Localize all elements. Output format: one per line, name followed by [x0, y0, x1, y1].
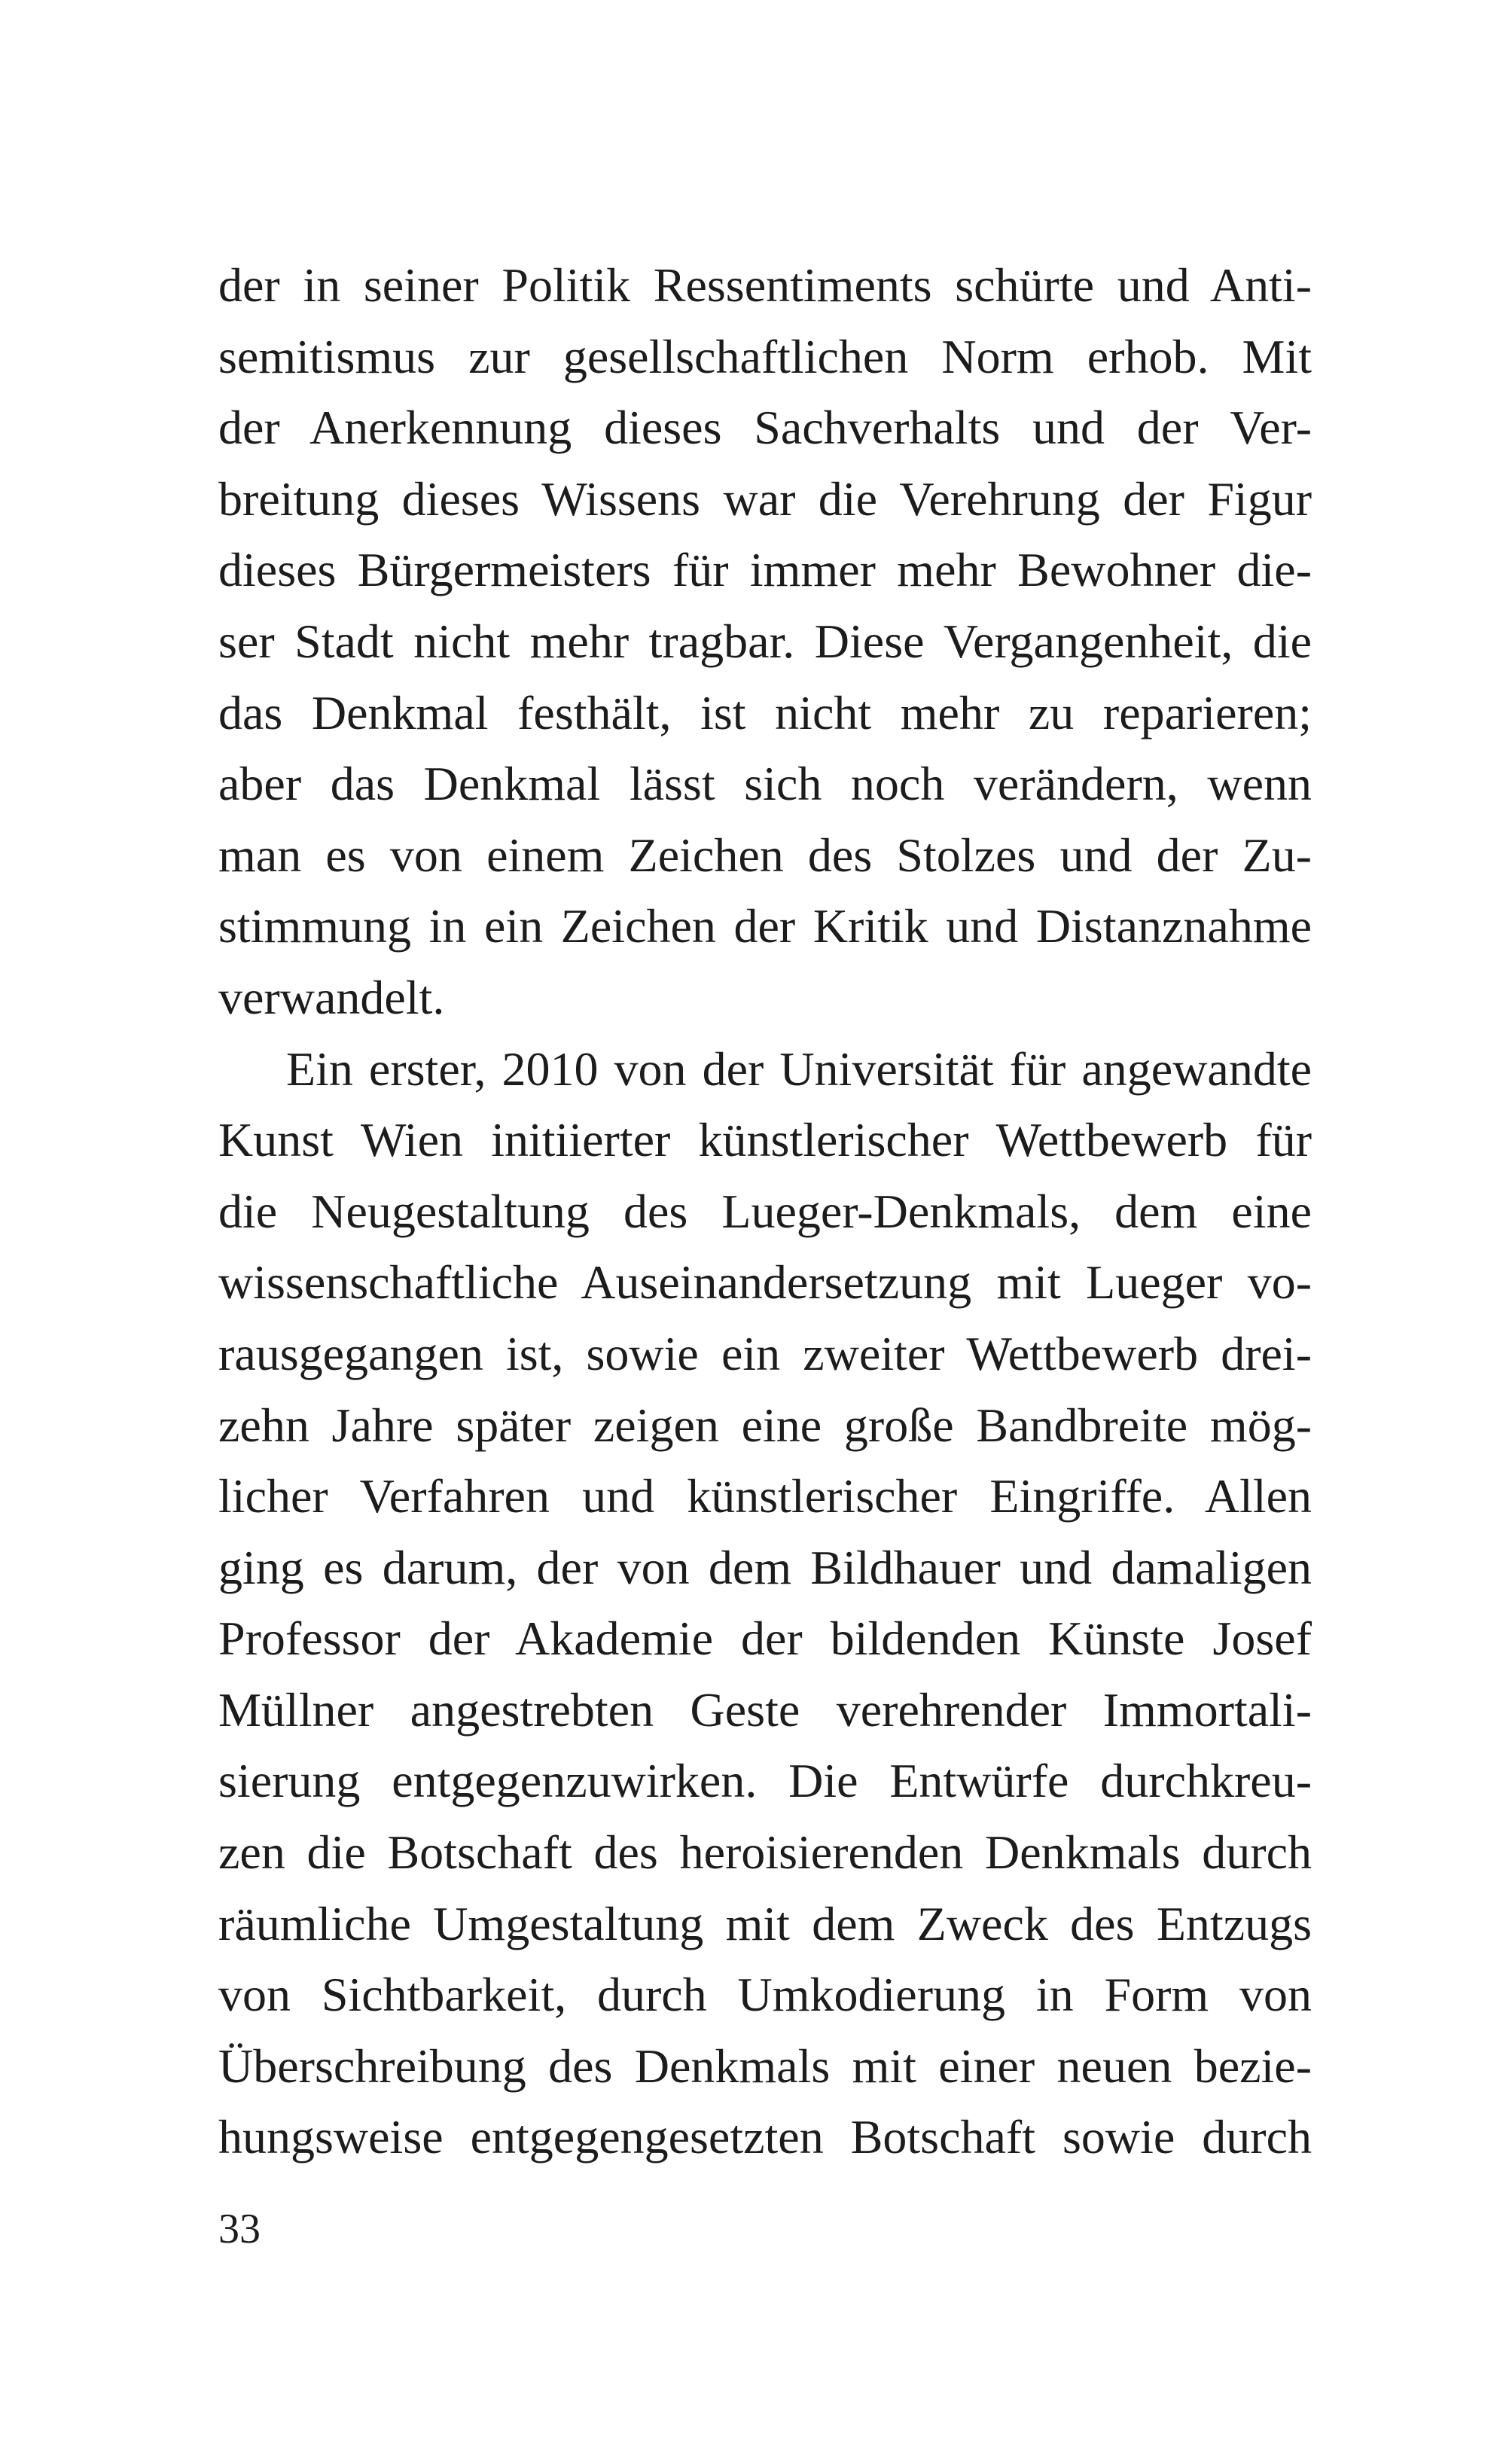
- text-line: aber das Denkmal lässt sich noch verändern, wenn: [218, 757, 1312, 811]
- text-line: die Neugestaltung des Lueger-Denkmals, dem eine: [218, 1184, 1312, 1238]
- text-line: zen die Botschaft des heroisierenden Denkmals durch: [218, 1825, 1312, 1880]
- text-line: stimmung in ein Zeichen der Kritik und Distanznahme: [218, 899, 1312, 953]
- text-line: der Anerkennung dieses Sachverhalts und der Ver-: [218, 401, 1312, 455]
- text-line: licher Verfahren und künstlerischer Eingriffe. Allen: [218, 1469, 1312, 1523]
- paragraph-2: [218, 1034, 1312, 2174]
- text-line: der in seiner Politik Ressentiments schürte und Anti-: [218, 258, 1312, 312]
- paragraph-1: [218, 250, 1312, 1034]
- text-line: sierung entgegenzuwirken. Die Entwürfe durchkreu-: [218, 1754, 1312, 1808]
- text-line: räumliche Umgestaltung mit dem Zweck des Entzugs: [218, 1896, 1312, 1950]
- text-line: Überschreibung des Denkmals mit einer neuen bezie-: [218, 2039, 1312, 2093]
- text-line: wissenschaftliche Auseinandersetzung mit Lueger vo-: [218, 1255, 1312, 1310]
- text-line: von Sichtbarkeit, durch Umkodierung in Form von: [218, 1968, 1312, 2022]
- page-number: 33: [218, 2206, 261, 2252]
- text-line: Kunst Wien initiierter künstlerischer Wettbewerb für: [218, 1113, 1312, 1167]
- text-line: ser Stadt nicht mehr tragbar. Diese Vergangenheit, die: [218, 614, 1312, 668]
- text-line: man es von einem Zeichen des Stolzes und der Zu-: [218, 828, 1312, 882]
- text-line: Müllner angestrebten Geste verehrender Immortali-: [218, 1682, 1312, 1737]
- body-text: [218, 250, 1312, 2173]
- text-line: Professor der Akademie der bildenden Künste Josef: [218, 1612, 1312, 1666]
- text-line: semitismus zur gesellschaftlichen Norm erhob. Mit: [218, 329, 1312, 383]
- text-line: ging es darum, der von dem Bildhauer und damaligen: [218, 1540, 1312, 1594]
- text-line: das Denkmal festhält, ist nicht mehr zu reparieren;: [218, 685, 1312, 740]
- text-line: breitung dieses Wissens war die Verehrung der Figur: [218, 471, 1312, 526]
- text-line: hungsweise entgegengesetzten Botschaft sowie durch: [218, 2110, 1312, 2164]
- text-line: verwandelt.: [218, 970, 445, 1024]
- text-line: Ein erster, 2010 von der Universität für angewandte: [286, 1041, 1312, 1096]
- text-line: zehn Jahre später zeigen eine große Bandbreite mög-: [218, 1398, 1312, 1452]
- text-line: rausgegangen ist, sowie ein zweiter Wettbewerb drei-: [218, 1326, 1312, 1380]
- text-line: dieses Bürgermeisters für immer mehr Bewohner die-: [218, 543, 1312, 597]
